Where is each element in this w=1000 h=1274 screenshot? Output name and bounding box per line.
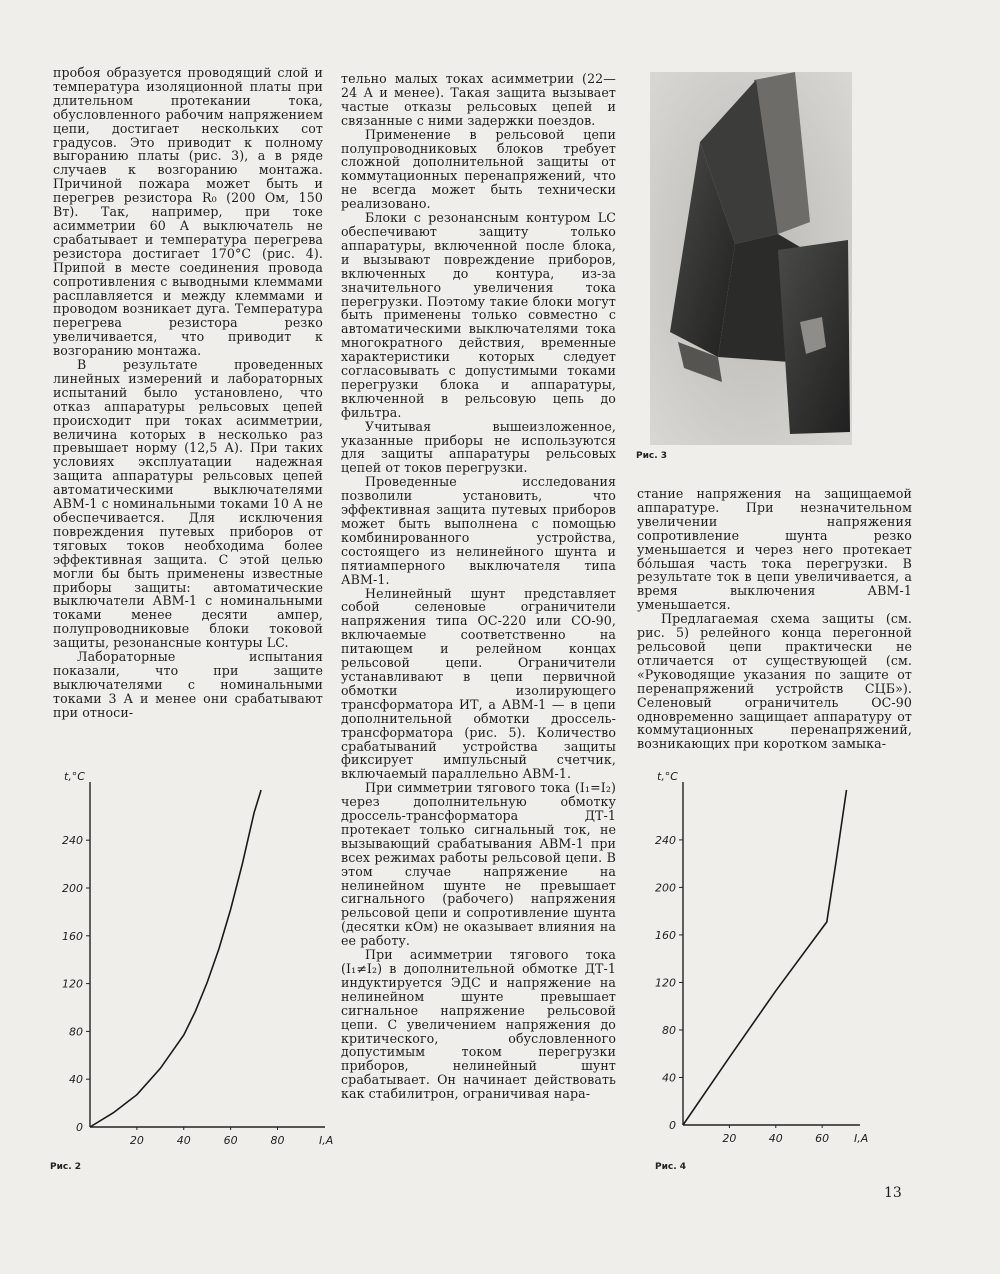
text-column-right: [637, 487, 912, 751]
chart-fig4: [650, 770, 890, 1170]
caption-fig2: Рис. 2: [50, 1162, 82, 1172]
y-tick-label: 240: [62, 834, 83, 848]
x-tick-label: 60: [223, 1134, 238, 1147]
y-tick-label: 120: [655, 976, 676, 990]
x-tick-label: 80: [270, 1134, 285, 1147]
y-tick-label: 240: [655, 833, 676, 847]
y-tick-label: 200: [62, 881, 83, 895]
paragraph: Предлагаемая схема защиты (см. рис. 5) релейного конца перегонной рельсовой цепи практически не отличается от существующей (см. «Руководящие указания по защите от перенапряжений устройств СЦБ»). Селеновый ограничитель ОС-90 одновременно защищает аппаратуру от коммутационных перенапряжений, возникающих при коротком замыка-: [637, 611, 912, 752]
y-tick-label: 160: [655, 928, 676, 942]
paragraph: тельно малых токах асимметрии (22—24 А и менее). Такая защита вызывает частые отказы рельсовых цепей и связанные с ними задержки поездов.: [341, 71, 616, 128]
y-tick-label: 80: [69, 1025, 83, 1039]
text-column-left: [53, 66, 323, 720]
y-tick-label: 40: [662, 1071, 676, 1085]
page-number: 13: [884, 1185, 902, 1201]
x-axis-label: I,A: [319, 1134, 334, 1147]
y-tick-label: 160: [62, 929, 83, 943]
y-axis-label: t,°C: [64, 770, 85, 783]
paragraph: пробоя образуется проводящий слой и температура изоляционной платы при длительном протекании тока, обусловленного рабочим напряжением цепи, достигает нескольких сот градусов. Это приводит к полному выгоранию платы (рис. 3), а в ряде случаев к возгоранию монтажа. Причиной пожара может быть и перегрев резистора R₀ (200 Ом, 150 Вт). Так, например, при токе асимметрии 60 А выключатель не срабатывает и температура перегрева резистора достигает 170°С (рис. 4). Припой в месте соединения провода сопротивления с выводными клеммами расплавляется и между клеммами и проводом возникает дуга. Температура перегрева резистора резко увеличивается, что приводит к возгоранию монтажа.: [53, 65, 323, 359]
paragraph: В результате проведенных линейных измерений и лабораторных испытаний было установлено, что отказ аппаратуры рельсовых цепей происходит при токах асимметрии, величина которых в несколько раз превышает норму (12,5 А). При таких условиях эксплуатации надежная защита аппаратуры рельсовых цепей автоматическими выключателями АВМ-1 с номинальными токами 10 А не обеспечивается. Для исключения повреждения путевых приборов от тяговых токов необходима более эффективная защита. С этой целью могли бы быть применены известные приборы защиты: автоматические выключатели АВМ-1 с номинальными токами менее десяти ампер, полупроводниковые блоки токовой защиты, резонансные контуры LC.: [53, 357, 323, 651]
paragraph: Лабораторные испытания показали, что при защите выключателями с номинальными токами 3 А и менее они срабатывают при относи-: [53, 649, 323, 720]
paragraph: Проведенные исследования позволили установить, что эффективная защита путевых приборов может быть выполнена с помощью комбинированного устройства, состоящего из нелинейного шунта и пятиамперного выключателя типа АВМ-1.: [341, 474, 616, 587]
figure-3-photo: [650, 72, 852, 445]
x-tick-label: 20: [129, 1134, 144, 1147]
x-tick-label: 40: [768, 1132, 783, 1145]
x-tick-label: 40: [176, 1134, 191, 1147]
paragraph: При асимметрии тягового тока (I₁≠I₂) в дополнительной обмотке ДТ-1 индуктируется ЭДС и напряжение на нелинейном шунте превышает сигнальное напряжение рельсовой цепи. С увеличением напряжения до критического, обусловленного допустимым током перегрузки приборов, нелинейный шунт срабатывает. Он начинает действовать как стабилитрон, ограничивая нара-: [341, 947, 616, 1102]
caption-fig4: Рис. 4: [655, 1162, 687, 1172]
x-tick-label: 60: [815, 1132, 830, 1145]
y-tick-label: 200: [655, 881, 676, 895]
y-tick-label: 0: [76, 1121, 83, 1134]
chart-fig2: [55, 770, 345, 1160]
series-line: [683, 790, 847, 1125]
paragraph: Блоки с резонансным контуром LC обеспечивают защиту только аппаратуры, включенной после блока, и вызывают повреждение приборов, включенных до контура, из-за значительного увеличения тока перегрузки. Поэтому такие блоки могут быть применены только совместно с автоматическими выключателями тока многократного действия, временные характеристики которых следует согласовывать с допустимыми токами перегрузки блока и аппаратуры, включенной в рельсовую цепь до фильтра.: [341, 210, 616, 420]
y-tick-label: 80: [662, 1023, 676, 1037]
paragraph: Применение в рельсовой цепи полупроводниковых блоков требует сложной дополнительной защиты от коммутационных перенапряжений, что не всегда может быть технически реализовано.: [341, 126, 616, 212]
caption-fig3: Рис. 3: [636, 451, 668, 461]
text-column-middle: [341, 72, 616, 1101]
y-axis-label: t,°C: [657, 770, 678, 783]
y-tick-label: 120: [62, 977, 83, 991]
paragraph: Нелинейный шунт представляет собой селеновые ограничители напряжения типа ОС-220 или СО-90, включаемые соответственно на питающем и релейном концах рельсовой цепи. Ограничители устанавливают в цепи первичной обмотки изолирующего трансформатора ИТ, а АВМ-1 — в цепи дополнительной обмотки дроссель-трансформатора (рис. 5). Количество срабатываний устройства защиты фиксирует импульсный счетчик, включаемый параллельно АВМ-1.: [341, 585, 616, 782]
paragraph: При симметрии тягового тока (I₁=I₂) через дополнительную обмотку дроссель-трансформатора ДТ-1 протекает только сигнальный ток, не вызывающий срабатывания АВМ-1 при всех режимах работы рельсовой цепи. В этом случае напряжение на нелинейном шунте не превышает сигнального (рабочего) напряжения рельсовой цепи и сопротивление шунта (десятки кОм) не оказывает влияния на ее работу.: [341, 780, 616, 949]
paragraph: стание напряжения на защищаемой аппаратуре. При незначительном увеличении напряжения сопротивление шунта резко уменьшается и через него протекает бо́льшая часть тока перегрузки. В результате ток в цепи увеличивается, а время выключения АВМ-1 уменьшается.: [637, 486, 912, 613]
x-axis-label: I,A: [854, 1132, 869, 1145]
paragraph: Учитывая вышеизложенное, указанные приборы не используются для защиты аппаратуры рельсовых цепей от токов перегрузки.: [341, 418, 616, 476]
y-tick-label: 40: [69, 1073, 83, 1087]
x-tick-label: 20: [722, 1132, 737, 1145]
series-line: [90, 790, 261, 1127]
y-tick-label: 0: [669, 1119, 676, 1132]
